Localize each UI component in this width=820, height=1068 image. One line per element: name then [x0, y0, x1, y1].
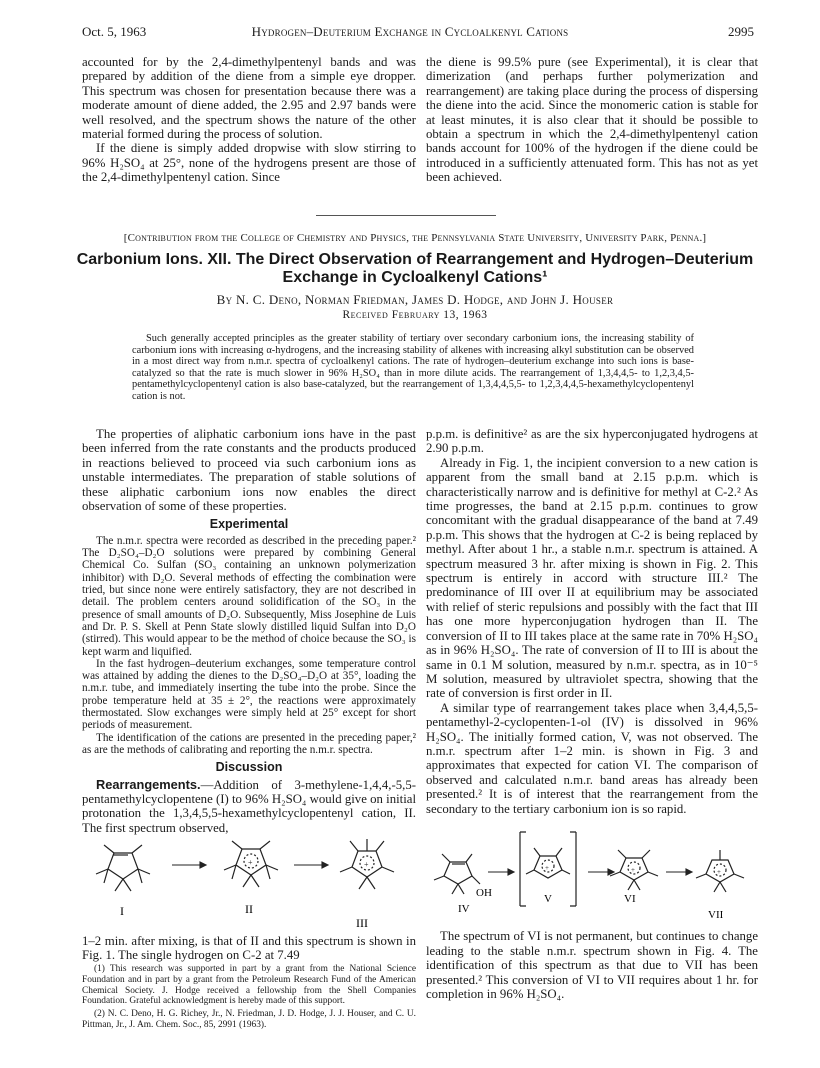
scheme-label-VI: VI — [624, 892, 636, 905]
structure-IV — [434, 854, 480, 894]
structure-VI — [610, 850, 658, 890]
svg-text:+: + — [717, 867, 721, 876]
discussion-text: —Addition of 3-methylene-1,4,4,-5,5-pentamethylcyclopentene (I) to 96% H₂SO₄ would give on initial protonation the 1,3,4,5,5-hexamethylcyclopentenyl cation, II. The first spectrum observed, — [82, 777, 416, 835]
paragraph: A similar type of rearrangement takes place when 3,4,4,5,5-pentamethyl-2-cyclopenten-1-ol (IV) is dissolved in 96% H₂SO₄. The initially formed cation, V, was not observed. The n.m.r. spectrum after 1–2 min. is shown in Fig. 3 and approximates that expected for cation VI. The comparison of observed and calculated n.m.r. band areas has already been presented.² It is of interest that the rearrangement from the secondary to the tertiary carbonium ion is so rapid. — [426, 700, 758, 816]
svg-text:+: + — [364, 860, 369, 870]
received-date: Received February 13, 1963 — [342, 309, 488, 321]
scheme-label-VII: VII — [708, 908, 724, 921]
previous-article-column-1 — [82, 55, 416, 185]
rearrangements-runin-head: Rearrangements. — [96, 776, 201, 792]
reaction-scheme-2 — [426, 816, 758, 926]
discussion-heading: Discussion — [215, 760, 283, 775]
svg-text:+: + — [248, 858, 253, 868]
article-title — [70, 251, 760, 287]
running-title: Hydrogen–Deuterium Exchange in Cycloalkenyl Cations — [251, 24, 569, 39]
paragraph: the diene is 99.5% pure (see Experimental), it is clear that dimerization (and perhaps further polymerization and rearrangement) are taking place during the process of dispersing the diene into the acid. Since the monomeric cation is stable for at least minutes, it is also clear that it should be possible to obtain a spectrum in which the 2,4-dimethylpentenyl cation bands account for 100% of the hydrogen if the diene could be introduced in a sufficiently attenuated form. This has not as yet been achieved. — [426, 55, 758, 185]
abstract: Such generally accepted principles as the greater stability of tertiary over secondary carbonium ions, the increasing stability of carbonium ions with increasing α-hydrogens, and the increasing stability of alkenes with increasing alkyl substitution can be observed in a most direct way from n.m.r. spectra of cycloalkenyl cations. The rate of hydrogen–deuterium exchange into such ions is base-catalyzed so that the rate is much slower in 96% H₂SO₄ than in more dilute acids. The rearrangement of 1,3,4,4,5- to 1,2,3,4,5-pentamethylcyclopentenyl cation is also base-catalyzed, but the rearrangement of 1,3,4,4,5,5- to 1,2,3,4,4,5-hexamethylcyclopentenyl cation is not. — [132, 333, 694, 402]
reaction-arrow — [488, 869, 514, 875]
discussion-paragraph — [82, 778, 416, 836]
structure-III — [340, 839, 394, 889]
footnotes — [82, 964, 416, 1033]
main-column-2 — [426, 427, 758, 1001]
article-divider — [316, 215, 496, 216]
reaction-arrow — [294, 862, 328, 868]
svg-text:+: + — [631, 865, 635, 874]
main-column-1 — [82, 427, 416, 962]
scheme-label-I: I — [120, 904, 124, 919]
contribution-line: [Contribution from the College of Chemistry and Physics, the Pennsylvania State University, University Park, Penna.] — [123, 232, 707, 244]
page-number: 2995 — [728, 24, 754, 39]
hydroxyl-label: OH — [476, 886, 492, 899]
previous-article-column-2 — [426, 55, 758, 185]
scheme-label-II: II — [245, 902, 253, 917]
paragraph: In the fast hydrogen–deuterium exchanges, some temperature control was attained by adding the dienes to the D₂SO₄–D₂O at 35°, loading the n.m.r. tube, and immediately inserting the tube into the probe. Since the probe temperature held at 35 ± 2°, the reactions were approximately thermostated. Slow exchanges were simply held at 25° except for short periods of measurement. — [82, 657, 416, 732]
title-line-2: Exchange in Cycloalkenyl Cations¹ — [282, 269, 548, 286]
structure-I — [96, 845, 150, 891]
title-line-1: Carbonium Ions. XII. The Direct Observation of Rearrangement and Hydrogen–Deuterium — [76, 251, 754, 268]
reaction-arrow — [588, 869, 614, 875]
structure-II — [224, 841, 278, 887]
header-date: Oct. 5, 1963 — [82, 24, 147, 39]
paragraph: Already in Fig. 1, the incipient conversion to a new cation is apparent from the small band at 2.15 p.p.m. which is characteristically narrow and is definitive for methyl at C-2.² As time progresses, the band at 2.15 p.p.m. continues to grow concomitant with the gradual disappearance of the band at 7.49 p.p.m. This shows that the hydrogen at C-2 is being replaced by methyl. After about 1 hr., a stable n.m.r. spectrum is attained. A spectrum measured 3 hr. after mixing is shown in Fig. 2. This spectrum is entirely in accord with structure III.² The predominance of III over II at equilibrium may be associated with relief of steric repulsions and possibly with the fact that III has one more hyperconjugation hydrogen than II. The conversion of II to III takes place at the same rate in 70% H₂SO₄ as in 96% H₂SO₄. The rate of conversion of II to III is about the same in 0.1 M solution, measured by n.m.r. spectra, as in 10⁻⁵ M solution, measured by ultraviolet spectra, showing that the rate of conversion is first order in II. — [426, 455, 758, 701]
scheme-label-III: III — [356, 916, 368, 931]
reaction-scheme-1 — [82, 835, 416, 930]
footnote-1: (1) This research was supported in part by a grant from the National Science Foundation and in part by a grant from the Petroleum Research Fund of the American Chemical Society. J. Hodge received a fellowship from the Shell Companies Foundation. Grateful acknowledgment is hereby made of this support. — [82, 964, 416, 1007]
reaction-arrow — [172, 862, 206, 868]
scheme-label-IV: IV — [458, 902, 470, 915]
paragraph: 1–2 min. after mixing, is that of II and this spectrum is shown in Fig. 1. The single hydrogen on C-2 at 7.49 — [82, 933, 416, 963]
svg-text:+: + — [545, 863, 549, 872]
paragraph: accounted for by the 2,4-dimethylpentenyl bands and was prepared by addition of the diene from a simple eye dropper. This spectrum was chosen for presentation because there was a moderate amount of diene added, the 2.95 and 2.97 bands were well resolved, and the spectrum shows the nature of the other material formed during the process of solution. — [82, 55, 416, 142]
scheme-label-V: V — [544, 892, 552, 905]
intro-paragraph: The properties of aliphatic carbonium ions have in the past been inferred from the rate constants and the products produced in reactions believed to proceed via such carbonium ions as unstable intermediates. The preparation of stable solutions of these aliphatic carbonium ions now enables the direct observation of some of these properties. — [82, 427, 416, 514]
experimental-heading: Experimental — [209, 517, 289, 532]
reaction-arrow — [666, 869, 692, 875]
paragraph: The spectrum of VI is not permanent, but continues to change leading to the stable n.m.r. spectrum shown in Fig. 4. The identification of this spectrum as that due to VII has been presented.² This conversion of VI to VII requires about 1 hr. for completion in 96% H₂SO₄. — [426, 929, 758, 1001]
paragraph: If the diene is simply added dropwise with slow stirring to 96% H₂SO₄ at 25°, none of the hydrogens present are those of the 2,4-dimethylpentenyl cation. Since — [82, 141, 416, 185]
experimental-section — [82, 535, 416, 756]
structure-VII — [696, 850, 744, 892]
paragraph: The n.m.r. spectra were recorded as described in the preceding paper.² The D₂SO₄–D₂O solutions were prepared by combining General Chemical Co. Sulfan (SO₃ containing an unknown polymerization inhibitor) with D₂O. Several methods of effecting the combination were tried, but since none were entirely satisfactory, they are not described in detail. The problem centers around solidification of the SO₃ in the presence of small amounts of D₂O. Subsequently, Miss Josephine de Luis and Dr. P. S. Skell at Penn State slowly distilled liquid Sulfan into D₂O (stirred). This would appear to be the method of choice because the SO₃ is kept warm and liquified. — [82, 534, 416, 658]
footnote-2: (2) N. C. Deno, H. G. Richey, Jr., N. Friedman, J. D. Hodge, J. J. Houser, and C. U. Pittman, Jr., J. Am. Chem. Soc., 85, 2991 (1963). — [82, 1009, 416, 1030]
paragraph: The identification of the cations are presented in the preceding paper,² as are the methods of calibrating and reporting the n.m.r. spectra. — [82, 731, 416, 756]
paragraph: p.p.m. is definitive² as are the six hyperconjugated hydrogens at 2.90 p.p.m. — [426, 427, 758, 456]
authors: By N. C. Deno, Norman Friedman, James D. Hodge, and John J. Houser — [216, 292, 614, 307]
